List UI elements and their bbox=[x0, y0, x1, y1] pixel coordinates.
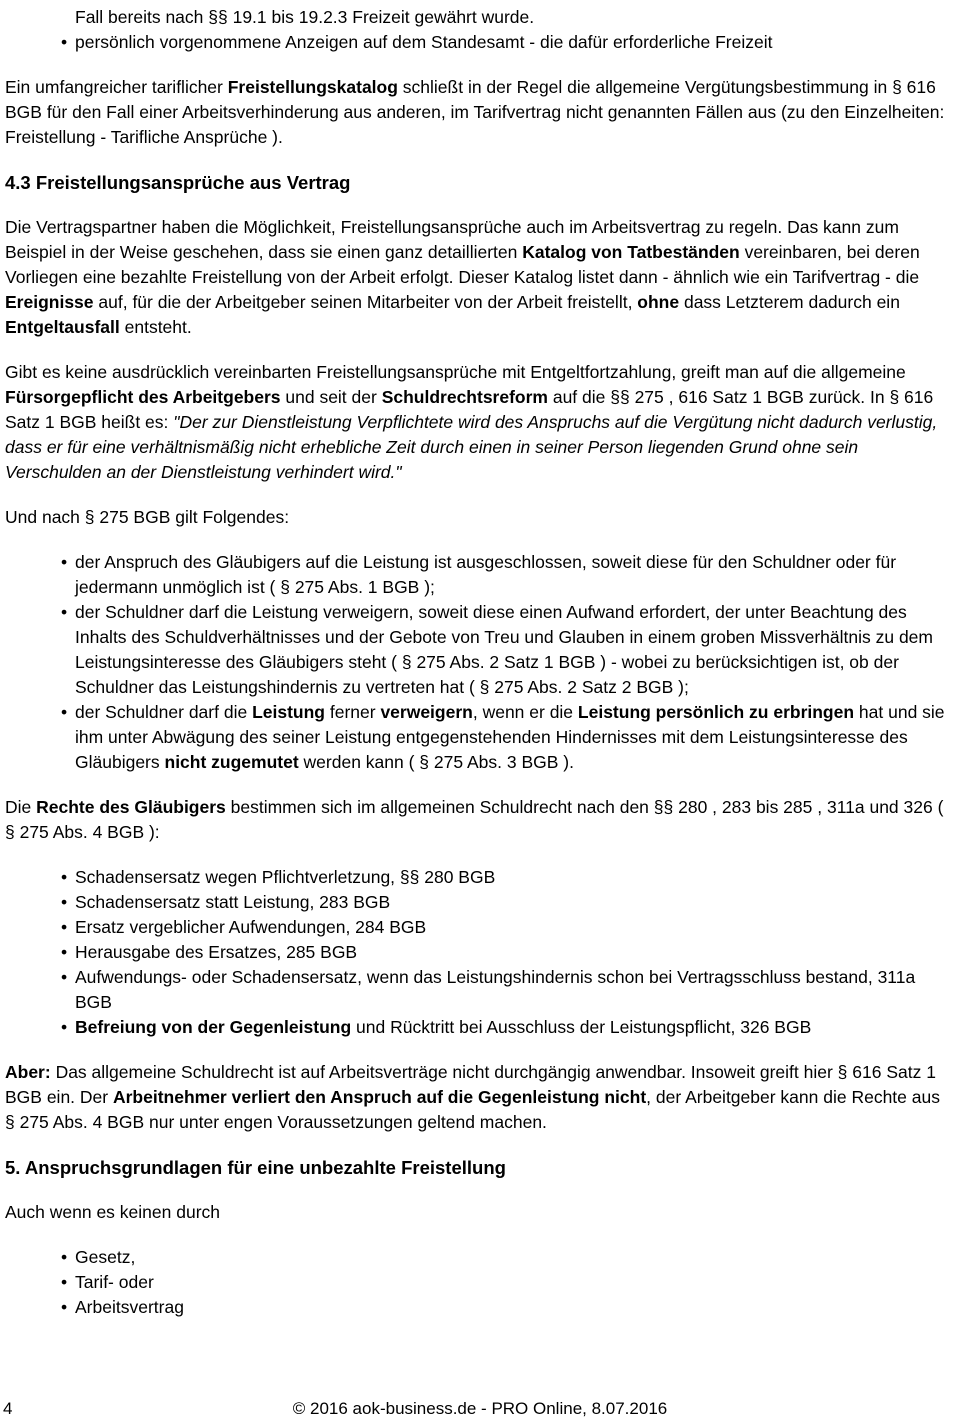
text-segment: Ereignisse bbox=[5, 292, 94, 312]
text-segment: Auch wenn es keinen durch bbox=[5, 1202, 220, 1222]
text-segment: ferner bbox=[324, 702, 381, 722]
paragraph bbox=[5, 1200, 950, 1225]
list-item bbox=[75, 915, 950, 940]
list-item bbox=[75, 1295, 950, 1320]
text-segment: Katalog von Tatbeständen bbox=[522, 242, 740, 262]
text-segment: hat und sie ihm unter Abwägung des seiner Leistung entgegenstehenden Hindernisses mit dem Leistungsinteresse des Gläubigers bbox=[75, 702, 945, 772]
list-item bbox=[75, 1245, 950, 1270]
text-segment: Tarif- oder bbox=[75, 1272, 154, 1292]
text-segment: Leistung bbox=[252, 702, 325, 722]
text-segment: bestimmen sich im allgemeinen Schuldrecht nach den §§ 280 , 283 bis 285 , 311a und 326 ( § 275 Abs. 4 BGB ): bbox=[5, 797, 944, 842]
section-heading bbox=[5, 1155, 950, 1180]
text-segment: Leistung persönlich zu erbringen bbox=[577, 702, 855, 722]
text-segment: Freistellungskatalog bbox=[227, 77, 398, 97]
text-segment: Fall bereits nach §§ 19.1 bis 19.2.3 Freizeit gewährt wurde. bbox=[75, 7, 535, 27]
list-item bbox=[75, 890, 950, 915]
paragraph bbox=[5, 360, 950, 485]
section-heading bbox=[5, 170, 950, 195]
text-segment: schließt in der Regel die allgemeine Vergütungsbestimmung in § 616 BGB für den Fall einer Arbeitsverhinderung aus anderen, im Tarifvertrag nicht genannten Fällen aus (zu den Einzelheiten: Freistellung - Tarifliche Ansprüche ). bbox=[5, 77, 945, 147]
text-segment: vereinbaren, bei deren Vorliegen eine bezahlte Freistellung von der Arbeit erfolgt. Dieser Katalog listet dann - ähnlich wie ein Tarifvertrag - die bbox=[5, 242, 920, 287]
list-item bbox=[75, 550, 950, 600]
list-item bbox=[75, 700, 950, 775]
list-item bbox=[75, 1270, 950, 1295]
paragraph bbox=[5, 215, 950, 340]
text-segment: werden kann ( § 275 Abs. 3 BGB ). bbox=[298, 752, 574, 772]
text-segment: Aber: bbox=[5, 1062, 51, 1082]
bullet-list bbox=[5, 30, 950, 55]
list-item bbox=[75, 965, 950, 1015]
list-item bbox=[75, 30, 950, 55]
text-segment: persönlich vorgenommene Anzeigen auf dem Standesamt - die dafür erforderliche Freizeit bbox=[75, 32, 773, 52]
text-segment: Die bbox=[5, 797, 37, 817]
text-segment: Fürsorgepflicht des Arbeitgebers bbox=[5, 387, 281, 407]
list-item bbox=[75, 865, 950, 890]
text-segment: 4.3 Freistellungsansprüche aus Vertrag bbox=[5, 172, 351, 193]
text-segment: Ein umfangreicher tariflicher bbox=[5, 77, 228, 97]
text-segment: Das allgemeine Schuldrecht ist auf Arbeitsverträge nicht durchgängig anwendbar. Insoweit greift hier § 616 Satz 1 BGB ein. Der bbox=[5, 1062, 936, 1107]
list-item bbox=[75, 1015, 950, 1040]
list-item bbox=[75, 940, 950, 965]
text-segment: nicht zugemutet bbox=[164, 752, 299, 772]
paragraph bbox=[5, 75, 950, 150]
text-segment: und Rücktritt bei Ausschluss der Leistungspflicht, 326 BGB bbox=[351, 1017, 812, 1037]
text-segment: Befreiung von der Gegenleistung bbox=[75, 1017, 352, 1037]
document-content bbox=[5, 5, 950, 1320]
bullet-list bbox=[5, 865, 950, 1040]
text-segment: Die Vertragspartner haben die Möglichkeit, Freistellungsansprüche auch im Arbeitsvertrag zu regeln. Das kann zum Beispiel in der Weise geschehen, dass sie einen ganz detaillierten bbox=[5, 217, 899, 262]
bullet-list bbox=[5, 1245, 950, 1320]
text-segment: Gibt es keine ausdrücklich vereinbarten Freistellungsansprüche mit Entgeltfortzahlung, greift man auf die allgemeine bbox=[5, 362, 906, 382]
text-segment: auf die §§ 275 , 616 Satz 1 BGB zurück. In § 616 Satz 1 BGB heißt es: bbox=[5, 387, 934, 432]
text-segment: Gesetz, bbox=[75, 1247, 136, 1267]
text-segment: Ersatz vergeblicher Aufwendungen, 284 BGB bbox=[75, 917, 427, 937]
text-segment: Schadensersatz wegen Pflichtverletzung, §§ 280 BGB bbox=[75, 867, 496, 887]
text-segment: Schadensersatz statt Leistung, 283 BGB bbox=[75, 892, 391, 912]
continuation-line bbox=[75, 5, 950, 30]
text-segment: der Schuldner darf die Leistung verweigern, soweit diese einen Aufwand erfordert, der unter Beachtung des Inhalts des Schuldverhältnisses und der Gebote von Treu und Glauben in einem groben Missverhältnis zu dem Leistungsinteresse des Gläubigers steht ( § 275 Abs. 2 Satz 1 BGB ) - wobei zu berücksichtigen ist, ob der Schuldner das Leistungshindernis zu vertreten hat ( § 275 Abs. 2 Satz 2 BGB ); bbox=[75, 602, 933, 697]
text-segment: dass Letzterem dadurch ein bbox=[679, 292, 900, 312]
text-segment: verweigern bbox=[380, 702, 473, 722]
bullet-list bbox=[5, 550, 950, 775]
list-item bbox=[75, 600, 950, 700]
page-footer bbox=[0, 1396, 960, 1421]
text-segment: Schuldrechtsreform bbox=[381, 387, 548, 407]
footer-page-number: 4 bbox=[3, 1399, 13, 1418]
footer-copyright: © 2016 aok-business.de - PRO Online, 8.07.2016 bbox=[292, 1399, 668, 1418]
text-segment: auf, für die der Arbeitgeber seinen Mitarbeiter von der Arbeit freistellt, bbox=[93, 292, 638, 312]
text-segment: Herausgabe des Ersatzes, 285 BGB bbox=[75, 942, 358, 962]
text-segment: ohne bbox=[637, 292, 680, 312]
text-segment: Arbeitnehmer verliert den Anspruch auf die Gegenleistung nicht bbox=[112, 1087, 647, 1107]
text-segment: Entgeltausfall bbox=[5, 317, 120, 337]
text-segment: , wenn er die bbox=[472, 702, 578, 722]
text-segment: , der Arbeitgeber kann die Rechte aus § 275 Abs. 4 BGB nur unter engen Voraussetzungen geltend machen. bbox=[5, 1087, 940, 1132]
text-segment: entsteht. bbox=[119, 317, 192, 337]
text-segment: Aufwendungs- oder Schadensersatz, wenn das Leistungshindernis schon bei Vertragsschluss bestand, 311a BGB bbox=[75, 967, 916, 1012]
paragraph bbox=[5, 1060, 950, 1135]
paragraph bbox=[5, 795, 950, 845]
text-segment: und seit der bbox=[280, 387, 382, 407]
paragraph bbox=[5, 505, 950, 530]
text-segment: Arbeitsvertrag bbox=[75, 1297, 184, 1317]
text-segment: 5. Anspruchsgrundlagen für eine unbezahlte Freistellung bbox=[5, 1157, 506, 1178]
text-segment: "Der zur Dienstleistung Verpflichtete wird des Anspruchs auf die Vergütung nicht dadurch verlustig, dass er für eine verhältnismäßig nicht erhebliche Zeit durch einen in seiner Person liegenden Grund ohne sein Verschulden an der Dienstleistung verhindert wird." bbox=[5, 412, 938, 482]
text-segment: Und nach § 275 BGB gilt Folgendes: bbox=[5, 507, 290, 527]
text-segment: der Schuldner darf die bbox=[75, 702, 253, 722]
text-segment: der Anspruch des Gläubigers auf die Leistung ist ausgeschlossen, soweit diese für den Schuldner oder für jedermann unmöglich ist ( § 275 Abs. 1 BGB ); bbox=[75, 552, 897, 597]
text-segment: Rechte des Gläubigers bbox=[36, 797, 226, 817]
